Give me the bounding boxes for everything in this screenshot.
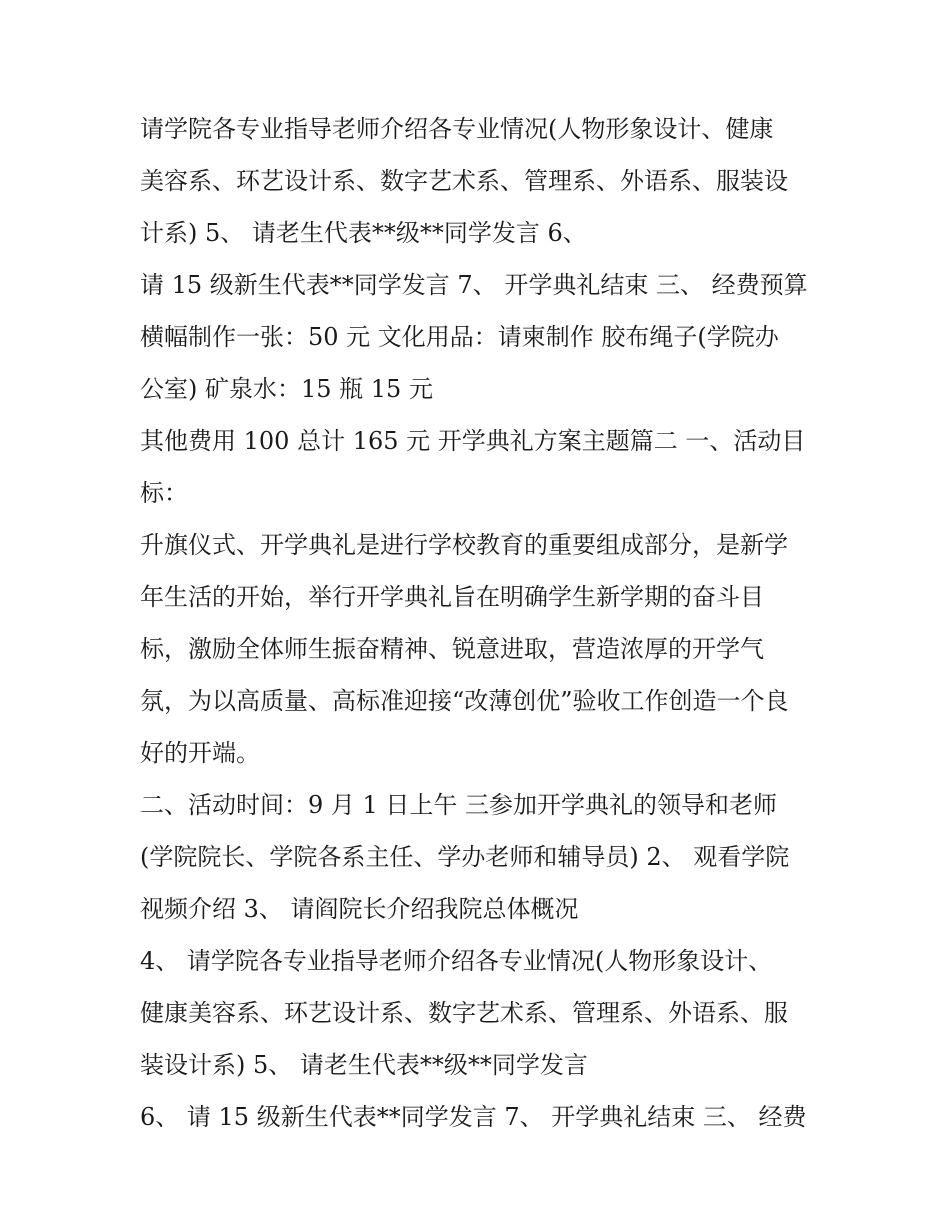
- text-line: (学院院长、学院各系主任、学办老师和辅导员) 2、 观看学院: [140, 843, 790, 871]
- text-line: 视频介绍 3、 请阎院长介绍我院总体概况: [140, 895, 579, 923]
- text-line: 装设计系) 5、 请老生代表**级**同学发言: [140, 1051, 588, 1079]
- text-line: 升旗仪式、开学典礼是进行学校教育的重要组成部分，是新学: [140, 531, 788, 559]
- text-line: 标：: [140, 479, 188, 507]
- text-line: 4、 请学院各专业指导老师介绍各专业情况(人物形象设计、: [140, 947, 773, 975]
- text-line: 好的开端。: [140, 739, 260, 767]
- text-line: 其他费用 100 总计 165 元 开学典礼方案主题篇二 一、活动目: [140, 427, 806, 455]
- text-line: 横幅制作一张：50 元 文化用品：请柬制作 胶布绳子(学院办: [140, 323, 779, 351]
- text-line: 美容系、环艺设计系、数字艺术系、管理系、外语系、服装设: [140, 167, 788, 195]
- text-line: 请学院各专业指导老师介绍各专业情况(人物形象设计、健康: [140, 115, 774, 143]
- text-line: 年生活的开始，举行开学典礼旨在明确学生新学期的奋斗目: [140, 583, 764, 611]
- text-line: 6、 请 15 级新生代表**同学发言 7、 开学典礼结束 三、 经费: [140, 1103, 807, 1131]
- text-line: 公室) 矿泉水：15 瓶 15 元: [140, 375, 433, 403]
- document-body: [140, 103, 820, 1143]
- text-line: 计系) 5、 请老生代表**级**同学发言 6、: [140, 219, 587, 247]
- text-line: 氛，为以高质量、高标准迎接“改薄创优”验收工作创造一个良: [140, 687, 789, 715]
- text-line: 二、活动时间：9 月 1 日上午 三参加开学典礼的领导和老师: [140, 791, 778, 819]
- text-line: 请 15 级新生代表**同学发言 7、 开学典礼结束 三、 经费预算: [140, 271, 808, 299]
- text-line: 健康美容系、环艺设计系、数字艺术系、管理系、外语系、服: [140, 999, 788, 1027]
- text-line: 标，激励全体师生振奋精神、锐意进取，营造浓厚的开学气: [140, 635, 764, 663]
